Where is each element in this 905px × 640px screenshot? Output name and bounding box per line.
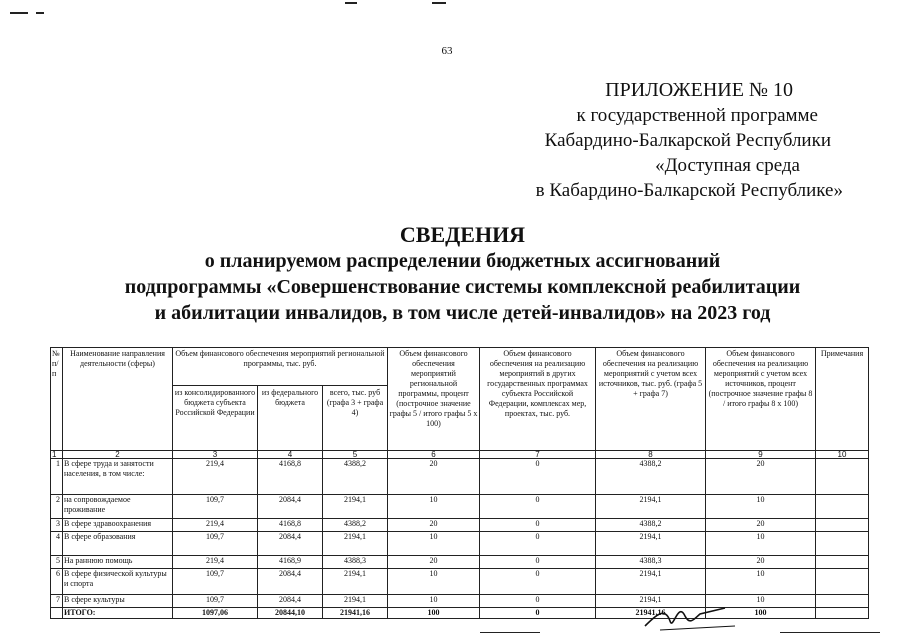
cell-5: 21941,16 — [323, 608, 388, 619]
cell-9: 10 — [706, 569, 816, 595]
cell-9: 20 — [706, 519, 816, 532]
table-row — [51, 519, 869, 532]
cell-2: На раннюю помощь — [63, 556, 173, 569]
scan-artifact — [480, 632, 540, 633]
appendix-heading — [536, 78, 843, 203]
cell-6: 20 — [388, 519, 480, 532]
cell-5: 2194,1 — [323, 495, 388, 519]
page-number: 63 — [441, 45, 453, 57]
cell-4: 2084,4 — [258, 569, 323, 595]
cell-8: 2194,1 — [596, 569, 706, 595]
cell-9: 20 — [706, 556, 816, 569]
title-line: СВЕДЕНИЯ — [399, 222, 526, 247]
cell-7: 0 — [480, 608, 596, 619]
appendix-line: Кабардино-Балкарской Республики — [544, 130, 831, 151]
cell-4: 4168,8 — [258, 519, 323, 532]
header-regional-group: Объем финансового обеспечения мероприятий региональной программы, тыс. руб. — [173, 348, 388, 386]
header-col8: Объем финансового обеспечения на реализацию мероприятий с учетом всех источников, тыс. руб. (графа 5 + графа 7) — [596, 348, 706, 451]
table-row — [51, 495, 869, 519]
column-number: 10 — [816, 451, 869, 459]
cell-10 — [816, 608, 869, 619]
appendix-line: в Кабардино-Балкарской Республике» — [535, 180, 843, 201]
header-col7: Объем финансового обеспечения на реализацию мероприятий в других государственных программах субъекта Российской Федерации, комплексах мер, проектах, тыс. руб. — [480, 348, 596, 451]
cell-6: 20 — [388, 556, 480, 569]
title-line: о планируемом распределении бюджетных ассигнований — [204, 250, 721, 272]
cell-6: 10 — [388, 595, 480, 608]
cell-10 — [816, 495, 869, 519]
cell-9: 10 — [706, 595, 816, 608]
cell-10 — [816, 532, 869, 556]
cell-4: 2084,4 — [258, 532, 323, 556]
scan-artifact — [780, 632, 880, 633]
cell-10 — [816, 556, 869, 569]
cell-5: 2194,1 — [323, 595, 388, 608]
cell-5: 4388,3 — [323, 556, 388, 569]
header-col9: Объем финансового обеспечения на реализацию мероприятий с учетом всех источников, процент (построчное значение графы 8 / итого графы 8 х 100) — [706, 348, 816, 451]
title-line: подпрограммы «Совершенствование системы комплексной реабилитации — [124, 276, 801, 298]
header-col6: Объем финансового обеспечения мероприятий региональной программы, процент (построчное значение графы 5 / итого графы 5 х 100) — [388, 348, 480, 451]
cell-5: 2194,1 — [323, 569, 388, 595]
header-col4: из федерального бюджета — [258, 386, 323, 451]
table-row — [51, 595, 869, 608]
cell-6: 10 — [388, 495, 480, 519]
signature — [640, 596, 740, 636]
cell-7: 0 — [480, 519, 596, 532]
cell-9: 20 — [706, 459, 816, 495]
table-row — [51, 459, 869, 495]
table-row — [51, 532, 869, 556]
cell-6: 20 — [388, 459, 480, 495]
cell-3: 109,7 — [173, 495, 258, 519]
cell-10 — [816, 569, 869, 595]
cell-9: 10 — [706, 532, 816, 556]
cell-10 — [816, 595, 869, 608]
document-title — [0, 222, 905, 326]
cell-8: 2194,1 — [596, 595, 706, 608]
cell-1: 2 — [51, 495, 63, 519]
cell-6: 10 — [388, 532, 480, 556]
cell-4: 2084,4 — [258, 595, 323, 608]
column-number: 2 — [63, 451, 173, 459]
cell-4: 4168,9 — [258, 556, 323, 569]
total-row — [51, 608, 869, 619]
cell-2: на сопровождаемое проживание — [63, 495, 173, 519]
cell-1: 7 — [51, 595, 63, 608]
header-col5: всего, тыс. руб (графа 3 + графа 4) — [323, 386, 388, 451]
cell-5: 4388,2 — [323, 519, 388, 532]
header-col3: из консолидированного бюджета субъекта Российской Федерации — [173, 386, 258, 451]
header-num: № п/п — [51, 348, 63, 451]
cell-7: 0 — [480, 556, 596, 569]
cell-1: 6 — [51, 569, 63, 595]
scan-artifact — [432, 2, 446, 4]
cell-8: 2194,1 — [596, 495, 706, 519]
column-number: 8 — [596, 451, 706, 459]
column-number: 7 — [480, 451, 596, 459]
column-number: 4 — [258, 451, 323, 459]
cell-6: 10 — [388, 569, 480, 595]
scan-artifact — [36, 12, 44, 14]
column-number: 6 — [388, 451, 480, 459]
cell-3: 219,4 — [173, 459, 258, 495]
cell-2: В сфере культуры — [63, 595, 173, 608]
cell-1: 5 — [51, 556, 63, 569]
cell-2: В сфере здравоохранения — [63, 519, 173, 532]
cell-6: 100 — [388, 608, 480, 619]
cell-7: 0 — [480, 532, 596, 556]
column-number-row — [51, 451, 869, 459]
cell-10 — [816, 459, 869, 495]
column-number: 3 — [173, 451, 258, 459]
cell-3: 219,4 — [173, 556, 258, 569]
appendix-line: «Доступная среда — [655, 155, 800, 176]
cell-7: 0 — [480, 595, 596, 608]
cell-4: 2084,4 — [258, 495, 323, 519]
cell-3: 109,7 — [173, 595, 258, 608]
scan-artifact — [10, 12, 28, 14]
cell-7: 0 — [480, 569, 596, 595]
cell-7: 0 — [480, 459, 596, 495]
cell-2: В сфере образования — [63, 532, 173, 556]
table-row — [51, 569, 869, 595]
cell-1: 1 — [51, 459, 63, 495]
header-col10: Примечания — [816, 348, 869, 451]
cell-2: ИТОГО: — [63, 608, 173, 619]
cell-4: 20844,10 — [258, 608, 323, 619]
cell-9: 100 — [706, 608, 816, 619]
cell-10 — [816, 519, 869, 532]
appendix-line: ПРИЛОЖЕНИЕ № 10 — [605, 79, 793, 101]
cell-1: 3 — [51, 519, 63, 532]
column-number: 1 — [51, 451, 63, 459]
table-row — [51, 556, 869, 569]
cell-7: 0 — [480, 495, 596, 519]
cell-4: 4168,8 — [258, 459, 323, 495]
cell-1 — [51, 608, 63, 619]
cell-8: 4388,2 — [596, 519, 706, 532]
cell-8: 21941,16 — [596, 608, 706, 619]
appendix-line: к государственной программе — [576, 105, 818, 126]
scan-artifact — [345, 2, 357, 4]
cell-8: 4388,2 — [596, 459, 706, 495]
header-name: Наименование направления деятельности (сферы) — [63, 348, 173, 451]
cell-1: 4 — [51, 532, 63, 556]
title-line: и абилитации инвалидов, в том числе детей-инвалидов» на 2023 год — [154, 302, 771, 324]
column-number: 5 — [323, 451, 388, 459]
cell-8: 4388,3 — [596, 556, 706, 569]
cell-5: 4388,2 — [323, 459, 388, 495]
cell-5: 2194,1 — [323, 532, 388, 556]
cell-9: 10 — [706, 495, 816, 519]
cell-3: 219,4 — [173, 519, 258, 532]
cell-2: В сфере физической культуры и спорта — [63, 569, 173, 595]
cell-3: 109,7 — [173, 532, 258, 556]
column-number: 9 — [706, 451, 816, 459]
cell-3: 1097,06 — [173, 608, 258, 619]
cell-2: В сфере труда и занятости населения, в том числе: — [63, 459, 173, 495]
cell-3: 109,7 — [173, 569, 258, 595]
budget-table — [50, 347, 869, 619]
cell-8: 2194,1 — [596, 532, 706, 556]
